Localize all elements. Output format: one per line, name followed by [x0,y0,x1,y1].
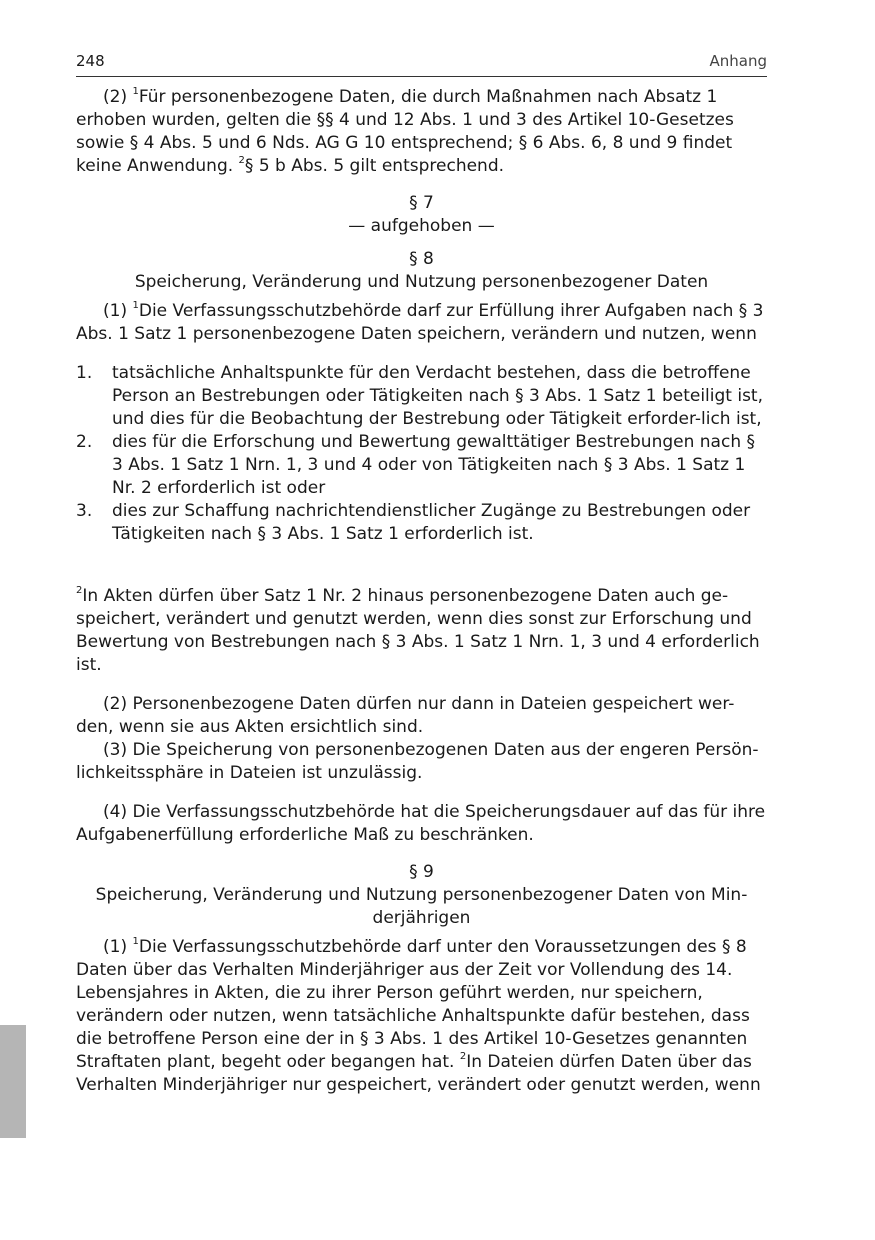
section-7-number: § 7 [409,193,434,213]
section-9-title: Speicherung, Veränderung und Nutzung personenbezogener Daten von Min-derjährigen [95,885,748,928]
section-8-title: Speicherung, Veränderung und Nutzung personenbezogener Daten [134,272,709,292]
section-8-enumeration [76,362,767,546]
page-number: 248 [76,52,105,70]
section-9-paragraph-1: (1) $^1$Die Verfassungsschutzbehörde darf unter den Voraussetzungen des § 8 Daten über das Verhalten Minderjähriger aus der Zeit vor Vollendung des 14. Lebensjahres in Akten, die zu ihrer Person geführt werden, nur speichern, verändern oder nutzen, wenn tatsächliche Anhaltspunkte dafür bestehen, dass die betroffene Person eine der in § 3 Abs. 1 des Artikel 10-Gesetzes genannten Straftaten plant, begeht oder begangen hat. $^2$In Dateien dürfen Daten über das Verhalten Minderjähriger nur gespeichert, verändert oder genutzt werden, wenn [76,936,761,1095]
list-item: 1. tatsächliche Anhaltspunkte für den Verdacht bestehen, dass die betroffene Person an Bestrebungen oder Tätigkeiten nach § 3 Abs. 1 Satz 1 beteiligt ist, und dies für die Beobachtung der Bestrebung oder Tätigkeit erforder-lich ist, [76,363,763,429]
section-8-paragraph-2: (2) Personenbezogene Daten dürfen nur dann in Dateien gespeichert wer-den, wenn sie aus Akten ersichtlich sind. [76,694,735,737]
list-item: 3. dies zur Schaffung nachrichtendienstlicher Zugänge zu Bestrebungen oder Tätigkeiten nach § 3 Abs. 1 Satz 1 erforderlich ist. [76,501,751,544]
list-item: 2. dies für die Erforschung und Bewertung gewalttätiger Bestrebungen nach § 3 Abs. 1 Satz 1 Nrn. 1, 3 und 4 oder von Tätigkeiten nach § 3 Abs. 1 Satz 1 Nr. 2 erforderlich ist oder [76,432,755,498]
section-7-title: — aufgehoben — [348,216,495,236]
paragraph-6-2: (2) $^1$Für personenbezogene Daten, die durch Maßnahmen nach Absatz 1 erhoben wurden, gelten die §§ 4 und 12 Abs. 1 und 3 des Artikel 10-Gesetzes sowie § 4 Abs. 5 und 6 Nds. AG G 10 entsprechend; § 6 Abs. 6, 8 und 9 findet keine Anwendung. $^2$§ 5 b Abs. 5 gilt entsprechend. [76,86,734,176]
section-9-number: § 9 [409,862,434,882]
running-header [76,50,767,77]
section-8-paragraph-1-sentence-2: $^2$In Akten dürfen über Satz 1 Nr. 2 hinaus personenbezogene Daten auch ge-speichert, verändert und genutzt werden, wenn dies sonst zur Erforschung und Bewertung von Bestrebungen nach § 3 Abs. 1 Satz 1 Nrn. 1, 3 und 4 erforderlich ist. [76,585,760,675]
section-8-paragraph-3: (3) Die Speicherung von personenbezogenen Daten aus der engeren Persön-lichkeitssphäre in Dateien ist unzulässig. [76,740,759,783]
page-body [76,86,767,1097]
section-title: Anhang [709,52,767,70]
section-8-paragraph-1: (1) $^1$Die Verfassungsschutzbehörde darf zur Erfüllung ihrer Aufgaben nach § 3 Abs. 1 Satz 1 personenbezogene Daten speichern, verändern und nutzen, wenn [76,300,764,344]
thumb-index-tab [0,1025,26,1138]
section-8-paragraph-4: (4) Die Verfassungsschutzbehörde hat die Speicherungsdauer auf das für ihre Aufgabenerfüllung erforderliche Maß zu beschränken. [76,802,766,845]
section-8-number: § 8 [409,249,434,269]
